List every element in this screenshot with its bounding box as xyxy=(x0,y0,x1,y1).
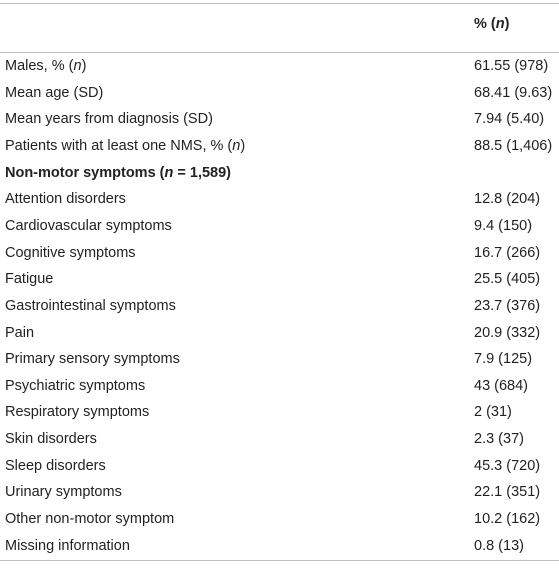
table-row xyxy=(0,533,559,560)
bottom-rule xyxy=(0,560,559,561)
column-header-value: % (n) xyxy=(474,16,510,32)
row-value: 7.94 (5.40) xyxy=(474,111,545,128)
table-row xyxy=(0,373,559,400)
table-row xyxy=(0,506,559,533)
row-label: Gastrointestinal symptoms xyxy=(5,297,176,314)
row-value: 2.3 (37) xyxy=(474,431,524,448)
table-row xyxy=(0,320,559,347)
row-label: Fatigue xyxy=(5,271,54,288)
row-value: 7.9 (125) xyxy=(474,351,533,368)
row-label: Other non-motor symptom xyxy=(5,511,175,528)
table-row xyxy=(0,266,559,293)
row-label: Missing information xyxy=(5,537,130,554)
table-row xyxy=(0,479,559,506)
row-label: Sleep disorders xyxy=(5,457,106,474)
row-value: 43 (684) xyxy=(474,377,529,394)
table-row xyxy=(0,186,559,213)
row-label: Pain xyxy=(5,324,35,341)
row-label: Psychiatric symptoms xyxy=(5,377,146,394)
row-label: Attention disorders xyxy=(5,191,126,208)
row-value: 20.9 (332) xyxy=(474,324,541,341)
table-row xyxy=(0,293,559,320)
row-label: Primary sensory symptoms xyxy=(5,351,180,368)
section-header-row xyxy=(0,160,559,187)
table-row xyxy=(0,133,559,160)
table-row xyxy=(0,213,559,240)
row-label: Respiratory symptoms xyxy=(5,404,150,421)
row-value: 23.7 (376) xyxy=(474,297,541,314)
table-row xyxy=(0,426,559,453)
row-value: 68.41 (9.63) xyxy=(474,84,553,101)
table-row xyxy=(0,453,559,480)
row-label: Cardiovascular symptoms xyxy=(5,217,172,234)
table-row xyxy=(0,53,559,80)
row-value: 12.8 (204) xyxy=(474,191,541,208)
row-value: 61.55 (978) xyxy=(474,58,549,74)
row-label: Patients with at least one NMS, % (n) xyxy=(5,137,246,154)
row-value: 10.2 (162) xyxy=(474,511,541,528)
row-value: 2 (31) xyxy=(474,404,512,421)
row-value: 45.3 (720) xyxy=(474,457,541,474)
table-row xyxy=(0,399,559,426)
row-value: 16.7 (266) xyxy=(474,244,541,261)
row-value: 88.5 (1,406) xyxy=(474,137,553,154)
row-label: Males, % (n) xyxy=(5,58,87,74)
row-label: Mean years from diagnosis (SD) xyxy=(5,111,213,128)
row-value: 22.1 (351) xyxy=(474,484,541,501)
table-header xyxy=(0,0,559,52)
row-label: Non-motor symptoms (n = 1,589) xyxy=(5,164,231,181)
table-row xyxy=(0,346,559,373)
row-label: Skin disorders xyxy=(5,431,97,448)
table-row xyxy=(0,80,559,107)
row-value: 0.8 (13) xyxy=(474,537,524,554)
table-row xyxy=(0,106,559,133)
row-label: Mean age (SD) xyxy=(5,84,104,101)
table-row xyxy=(0,240,559,267)
row-label: Cognitive symptoms xyxy=(5,244,136,261)
row-value: 9.4 (150) xyxy=(474,217,533,234)
row-value: 25.5 (405) xyxy=(474,271,541,288)
row-label: Urinary symptoms xyxy=(5,484,122,501)
